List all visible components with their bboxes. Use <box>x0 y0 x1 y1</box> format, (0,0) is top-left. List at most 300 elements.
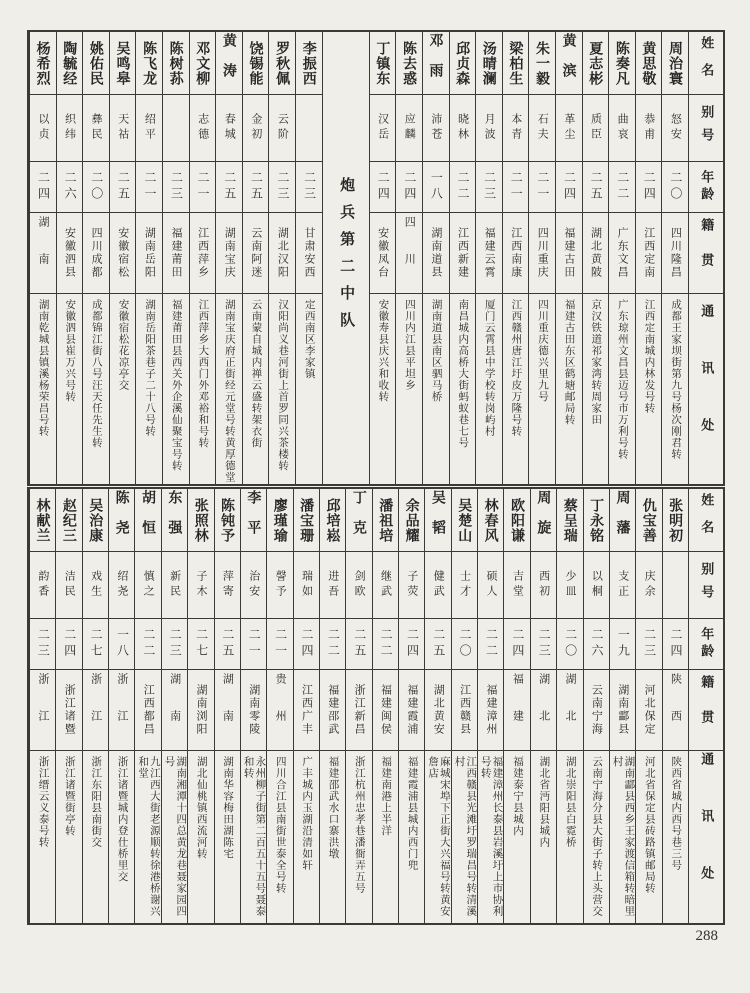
row-header-cell: 姓名 <box>689 32 723 95</box>
age-cell: 二四 <box>396 162 422 213</box>
name-cell: 黄滨 <box>556 32 582 95</box>
hao-cell: 石夫 <box>529 95 555 162</box>
age-cell: 二二 <box>450 162 476 213</box>
name-cell: 张照林 <box>188 489 213 552</box>
origin-cell: 浙江 <box>83 670 108 751</box>
row-header-cell: 别号 <box>689 95 723 162</box>
person-column <box>556 489 582 923</box>
address-cell: 成都王家坝街第九号杨次刚君转 <box>670 299 683 460</box>
name-cell: 仇宝善 <box>636 489 661 552</box>
address-cell: 湖南华容梅田湖陈宅 <box>222 756 235 860</box>
origin-cell: 江西定南 <box>636 213 662 294</box>
age-cell: 二四 <box>399 619 424 670</box>
person-column <box>162 32 189 484</box>
person-column <box>635 489 661 923</box>
address-cell: 福建南港上半洋 <box>380 756 393 837</box>
name-cell: 饶锡能 <box>243 32 269 95</box>
hao-cell: 以贞 <box>30 95 56 162</box>
person-column <box>502 32 529 484</box>
hao-cell: 慎之 <box>135 552 160 619</box>
address-cell: 京汉铁道祁家湾转周家田 <box>590 299 603 426</box>
name-cell: 姚佑民 <box>83 32 109 95</box>
age-cell: 二一 <box>190 162 216 213</box>
person-column <box>82 489 108 923</box>
name-cell: 丁永铭 <box>584 489 609 552</box>
origin-cell: 四川成都 <box>83 213 109 294</box>
age-cell: 二〇 <box>83 162 109 213</box>
person-column <box>293 489 319 923</box>
age-cell: 二五 <box>243 162 269 213</box>
hao-cell: 韵香 <box>30 552 55 619</box>
person-column <box>29 32 56 484</box>
person-column <box>266 489 292 923</box>
origin-cell: 江西萍乡 <box>190 213 216 294</box>
name-cell: 夏志彬 <box>583 32 609 95</box>
age-cell: 二六 <box>57 162 83 213</box>
address-cell: 湖北仙桃镇西流河转 <box>195 756 208 860</box>
address-cell: 广丰城内玉湖沿清如轩 <box>301 756 314 871</box>
name-cell: 林春风 <box>478 489 503 552</box>
person-column <box>477 489 503 923</box>
origin-cell: 四川隆昌 <box>662 213 688 294</box>
age-cell: 二五 <box>216 162 242 213</box>
hao-cell <box>663 552 688 619</box>
hao-cell: 健武 <box>425 552 450 619</box>
origin-cell: 福建霞浦 <box>399 670 424 751</box>
name-cell: 吴楚山 <box>452 489 477 552</box>
origin-cell: 福建古田 <box>556 213 582 294</box>
hao-cell: 汉岳 <box>370 95 396 162</box>
hao-cell: 彝民 <box>83 95 109 162</box>
age-cell: 二七 <box>83 619 108 670</box>
hao-cell: 硕人 <box>478 552 503 619</box>
hao-cell: 春城 <box>216 95 242 162</box>
address-cell: 湖北省沔阳县城内 <box>538 756 551 848</box>
origin-cell: 福建漳州 <box>478 670 503 751</box>
name-cell: 周旋 <box>531 489 556 552</box>
person-column <box>583 489 609 923</box>
name-cell: 邓雨 <box>423 32 449 95</box>
name-cell: 蔡呈瑞 <box>557 489 582 552</box>
hao-cell: 西初 <box>531 552 556 619</box>
address-cell: 广东琼州文昌县迈号市万利号转 <box>616 299 629 460</box>
page-number: 288 <box>695 928 718 944</box>
address-cell: 湖南岳阳茶巷子二十八号转 <box>144 299 157 437</box>
person-column <box>372 489 398 923</box>
age-cell: 二四 <box>370 162 396 213</box>
hao-cell <box>296 95 322 162</box>
name-cell: 黄涛 <box>216 32 242 95</box>
address-cell: 江西赣县光滩圩罗瑞昌号转清溪村 <box>453 756 478 917</box>
hao-cell: 萍寄 <box>215 552 240 619</box>
address-cell: 四川内江县平坦乡 <box>403 299 416 391</box>
origin-cell: 湖北 <box>557 670 582 751</box>
origin-cell: 云南阿迷 <box>243 213 269 294</box>
address-cell: 福建漳州长泰县岩溪圩上市协利号转 <box>479 756 504 917</box>
origin-cell: 湖南浏阳 <box>188 670 213 751</box>
age-cell: 二四 <box>56 619 81 670</box>
name-cell: 杨希烈 <box>30 32 56 95</box>
address-cell: 永州柳子街第二百五十五号聂泰和转 <box>242 756 267 917</box>
address-cell: 云南蒙自城内禅云盛转架衣街 <box>250 299 263 449</box>
age-cell: 二〇 <box>662 162 688 213</box>
origin-cell: 安徽泗县 <box>57 213 83 294</box>
hao-cell: 金初 <box>243 95 269 162</box>
name-cell: 欧阳谦 <box>504 489 529 552</box>
address-cell: 福建邵武水口寨洪墩 <box>327 756 340 860</box>
person-column <box>109 32 136 484</box>
name-cell: 吴韬 <box>425 489 450 552</box>
age-cell: 二二 <box>135 619 160 670</box>
row-header-cell: 籍贯 <box>689 213 723 294</box>
origin-cell: 湖南 <box>215 670 240 751</box>
hao-cell: 绍尧 <box>109 552 134 619</box>
name-cell: 胡恒 <box>135 489 160 552</box>
hao-cell: 继武 <box>373 552 398 619</box>
address-cell: 湖南湘潭十四总黄龙巷聂家园四号 <box>163 756 188 917</box>
person-column <box>662 489 688 923</box>
person-column <box>530 489 556 923</box>
hao-cell: 曲哀 <box>609 95 635 162</box>
origin-cell: 广东文昌 <box>609 213 635 294</box>
address-cell: 麻城宋埠下正街大兴福号转黄安詹店 <box>427 756 451 917</box>
age-cell: 一八 <box>109 619 134 670</box>
hao-cell: 应麟 <box>396 95 422 162</box>
hao-cell: 支正 <box>610 552 635 619</box>
name-cell: 邱贞森 <box>450 32 476 95</box>
person-column <box>582 32 609 484</box>
name-cell: 丁克 <box>346 489 371 552</box>
name-cell: 吴治康 <box>83 489 108 552</box>
person-column <box>449 32 476 484</box>
address-cell: 汉阳尚义巷河街上首罗同兴茶楼转 <box>277 299 290 472</box>
age-cell: 二一 <box>136 162 162 213</box>
age-cell: 二三 <box>296 162 322 213</box>
hao-cell: 怒安 <box>662 95 688 162</box>
name-cell: 潘祖培 <box>373 489 398 552</box>
origin-cell: 浙江新昌 <box>346 670 371 751</box>
name-cell: 陈树荪 <box>163 32 189 95</box>
row-header-cell: 别号 <box>689 552 723 619</box>
person-column <box>528 32 555 484</box>
address-cell: 湖南乾城县镇溪杨荣昌号转 <box>37 299 50 437</box>
name-cell: 黄思敬 <box>636 32 662 95</box>
hao-cell: 新民 <box>162 552 187 619</box>
person-column <box>189 32 216 484</box>
origin-cell: 安徽凤台 <box>370 213 396 294</box>
address-cell: 成都锦江街八号汪天任先生转 <box>90 299 103 449</box>
person-column <box>215 32 242 484</box>
person-column <box>268 32 295 484</box>
person-column <box>395 32 422 484</box>
name-cell: 张明初 <box>663 489 688 552</box>
address-cell: 福建莆田县西关外企溪仙聚宝号转 <box>170 299 183 472</box>
age-cell: 二三 <box>163 162 189 213</box>
hao-cell: 治安 <box>241 552 266 619</box>
person-column <box>55 489 81 923</box>
origin-cell: 江西新建 <box>450 213 476 294</box>
address-cell: 浙江诸暨城内登仕桥里交 <box>116 756 129 883</box>
row-header-cell: 年龄 <box>689 162 723 213</box>
hao-cell: 沛苍 <box>423 95 449 162</box>
origin-cell: 福建 <box>504 670 529 751</box>
name-cell: 朱一毅 <box>529 32 555 95</box>
origin-cell: 贵州 <box>267 670 292 751</box>
person-column <box>134 489 160 923</box>
age-cell: 一九 <box>610 619 635 670</box>
origin-cell: 甘肃安西 <box>296 213 322 294</box>
row-header-cell: 籍贯 <box>689 670 723 751</box>
address-cell: 福建霞浦县城内西门兜 <box>406 756 419 871</box>
address-cell: 浙江杭州忠孝巷潘衙弄五号 <box>353 756 366 894</box>
address-cell: 四川重庆德兴里九号 <box>537 299 550 403</box>
person-column <box>82 32 109 484</box>
unit-label-cell: 炮兵第二中队 <box>338 177 356 339</box>
age-cell: 二四 <box>556 162 582 213</box>
age-cell: 一八 <box>423 162 449 213</box>
origin-cell: 湖南宝庆 <box>216 213 242 294</box>
age-cell: 二三 <box>269 162 295 213</box>
address-cell: 陕西省城内西号巷三号 <box>670 756 683 871</box>
person-column <box>345 489 371 923</box>
person-column <box>135 32 162 484</box>
address-cell: 湖南酃县西乡王家渡信箱转暗里村 <box>611 756 636 917</box>
person-column <box>108 489 134 923</box>
address-cell: 湖北崇阳县白霓桥 <box>564 756 577 848</box>
age-cell: 二一 <box>529 162 555 213</box>
origin-cell: 浙江 <box>109 670 134 751</box>
origin-cell: 湖北汉阳 <box>269 213 295 294</box>
age-cell: 二七 <box>188 619 213 670</box>
top-roster-table <box>27 30 725 486</box>
name-cell: 丁镇东 <box>370 32 396 95</box>
age-cell: 二三 <box>531 619 556 670</box>
hao-cell: 志德 <box>190 95 216 162</box>
hao-cell: 剑欧 <box>346 552 371 619</box>
origin-cell: 福建邵武 <box>320 670 345 751</box>
person-column <box>503 489 529 923</box>
origin-cell: 湖南 <box>30 213 56 294</box>
person-column <box>240 489 266 923</box>
origin-cell: 湖南道县 <box>423 213 449 294</box>
age-cell: 二四 <box>30 162 56 213</box>
name-cell: 林献兰 <box>30 489 55 552</box>
origin-cell: 湖北黄陂 <box>583 213 609 294</box>
age-cell: 二四 <box>663 619 688 670</box>
age-cell: 二〇 <box>452 619 477 670</box>
age-cell: 二三 <box>636 619 661 670</box>
bottom-roster-table <box>27 487 725 925</box>
origin-cell: 江西赣县 <box>452 670 477 751</box>
name-cell: 汤晴澜 <box>476 32 502 95</box>
person-column <box>295 32 322 484</box>
hao-cell: 子荧 <box>399 552 424 619</box>
age-cell: 二四 <box>294 619 319 670</box>
origin-cell: 安徽宿松 <box>110 213 136 294</box>
person-column <box>187 489 213 923</box>
origin-cell: 河北保定 <box>636 670 661 751</box>
origin-cell: 湖北黄安 <box>425 670 450 751</box>
person-column <box>369 32 396 484</box>
hao-cell: 本青 <box>503 95 529 162</box>
address-cell: 厦门云霄县中学校转岗屿村 <box>483 299 496 437</box>
hao-cell: 天祜 <box>110 95 136 162</box>
name-cell: 陈去惑 <box>396 32 422 95</box>
name-cell: 邱培崧 <box>320 489 345 552</box>
address-cell: 湖南宝庆府正街经元堂号转黄厚德堂 <box>223 299 236 483</box>
hao-cell: 绍平 <box>136 95 162 162</box>
name-cell: 罗秋佩 <box>269 32 295 95</box>
name-cell: 李振西 <box>296 32 322 95</box>
address-cell: 安徽寿县庆兴和收转 <box>377 299 390 403</box>
address-cell: 安徽泗县崔万兴号转 <box>64 299 77 403</box>
person-column <box>319 489 345 923</box>
person-column <box>661 32 688 484</box>
origin-cell: 云南宁海 <box>584 670 609 751</box>
person-column <box>608 32 635 484</box>
age-cell: 二二 <box>320 619 345 670</box>
name-cell: 廖瑾瑜 <box>267 489 292 552</box>
hao-cell: 织纬 <box>57 95 83 162</box>
origin-cell: 湖南岳阳 <box>136 213 162 294</box>
origin-cell: 湖北 <box>531 670 556 751</box>
person-column <box>56 32 83 484</box>
hao-cell: 以桐 <box>584 552 609 619</box>
origin-cell: 浙江 <box>30 670 55 751</box>
age-cell: 二三 <box>476 162 502 213</box>
address-cell: 浙江诸暨街亭转 <box>63 756 76 837</box>
person-column <box>609 489 635 923</box>
age-cell: 二二 <box>373 619 398 670</box>
origin-cell: 四川 <box>396 213 422 294</box>
hao-cell: 洁民 <box>56 552 81 619</box>
hao-cell <box>163 95 189 162</box>
address-cell: 南昌城内高桥大街蚂蚁巷七号 <box>457 299 470 449</box>
age-cell: 二六 <box>584 619 609 670</box>
age-cell: 二五 <box>346 619 371 670</box>
age-cell: 二五 <box>583 162 609 213</box>
row-header-cell: 通讯处 <box>699 751 715 923</box>
address-cell: 江西定南城内林发号转 <box>643 299 656 414</box>
name-cell: 陈钝予 <box>215 489 240 552</box>
origin-cell: 江西广丰 <box>294 670 319 751</box>
name-cell: 梁柏生 <box>503 32 529 95</box>
address-cell: 四川合江县南街世泰全号转 <box>274 756 287 894</box>
hao-cell: 晓林 <box>450 95 476 162</box>
person-column <box>635 32 662 484</box>
person-column <box>422 32 449 484</box>
hao-cell: 子木 <box>188 552 213 619</box>
hao-cell: 少皿 <box>557 552 582 619</box>
name-cell: 陈飞龙 <box>136 32 162 95</box>
unit-divider-column <box>322 32 369 484</box>
age-cell: 二二 <box>609 162 635 213</box>
address-cell: 福建古田东区鹤塘邮局转 <box>563 299 576 426</box>
hao-cell: 质臣 <box>583 95 609 162</box>
person-column <box>29 489 55 923</box>
origin-cell: 福建云霄 <box>476 213 502 294</box>
age-cell: 二三 <box>162 619 187 670</box>
name-cell: 周藩 <box>610 489 635 552</box>
origin-cell: 陕西 <box>663 670 688 751</box>
age-cell: 二四 <box>504 619 529 670</box>
hao-cell: 士才 <box>452 552 477 619</box>
person-column <box>398 489 424 923</box>
person-column <box>451 489 477 923</box>
person-column <box>555 32 582 484</box>
origin-cell: 湖南零陵 <box>241 670 266 751</box>
person-column <box>161 489 187 923</box>
name-cell: 陈奏凡 <box>609 32 635 95</box>
row-header-column <box>688 489 723 923</box>
age-cell: 二三 <box>30 619 55 670</box>
address-cell: 湖南道县南区驷马桥 <box>430 299 443 403</box>
address-cell: 河北省保定县砖路镇邮局转 <box>643 756 656 894</box>
hao-cell: 戏生 <box>83 552 108 619</box>
age-cell: 二一 <box>267 619 292 670</box>
name-cell: 周治寰 <box>662 32 688 95</box>
hao-cell: 云阶 <box>269 95 295 162</box>
address-cell: 九江西大街老源顺转徐港桥谢兴和堂 <box>137 756 161 917</box>
age-cell: 二五 <box>215 619 240 670</box>
origin-cell: 江西南康 <box>503 213 529 294</box>
hao-cell: 月波 <box>476 95 502 162</box>
origin-cell: 福建莆田 <box>163 213 189 294</box>
origin-cell: 四川重庆 <box>529 213 555 294</box>
hao-cell: 恭甫 <box>636 95 662 162</box>
row-header-cell: 年龄 <box>689 619 723 670</box>
origin-cell: 湖南 <box>162 670 187 751</box>
name-cell: 陈尧 <box>109 489 134 552</box>
row-header-cell: 通讯处 <box>699 303 715 475</box>
name-cell: 余品耀 <box>399 489 424 552</box>
age-cell: 二四 <box>636 162 662 213</box>
name-cell: 潘宝珊 <box>294 489 319 552</box>
age-cell: 二五 <box>425 619 450 670</box>
name-cell: 赵纪三 <box>56 489 81 552</box>
age-cell: 二二 <box>478 619 503 670</box>
row-header-column <box>688 32 723 484</box>
name-cell: 邓文柳 <box>190 32 216 95</box>
origin-cell: 湖南酃县 <box>610 670 635 751</box>
origin-cell: 浙江诸暨 <box>56 670 81 751</box>
origin-cell: 江西都昌 <box>135 670 160 751</box>
age-cell: 二一 <box>503 162 529 213</box>
name-cell: 李平 <box>241 489 266 552</box>
person-column <box>242 32 269 484</box>
address-cell: 云南宁海分县大街子转上头营交 <box>591 756 604 917</box>
hao-cell: 庆余 <box>636 552 661 619</box>
origin-cell: 福建闽侯 <box>373 670 398 751</box>
name-cell: 陶毓经 <box>57 32 83 95</box>
hao-cell: 革尘 <box>556 95 582 162</box>
age-cell: 二〇 <box>557 619 582 670</box>
hao-cell: 进吾 <box>320 552 345 619</box>
address-cell: 江西赣州唐江圩皮万隆号转 <box>510 299 523 437</box>
name-cell: 吴鸣皋 <box>110 32 136 95</box>
hao-cell: 瑞如 <box>294 552 319 619</box>
person-column <box>475 32 502 484</box>
address-cell: 定西南区李家镇 <box>303 299 316 380</box>
row-header-cell: 姓名 <box>689 489 723 552</box>
address-cell: 安徽宿松花凉亭交 <box>117 299 130 391</box>
age-cell: 二一 <box>241 619 266 670</box>
person-column <box>424 489 450 923</box>
address-cell: 浙江缙云义泰号转 <box>37 756 50 848</box>
age-cell: 二五 <box>110 162 136 213</box>
address-cell: 江西萍乡大西门外邓裕和号转 <box>197 299 210 449</box>
name-cell: 东强 <box>162 489 187 552</box>
